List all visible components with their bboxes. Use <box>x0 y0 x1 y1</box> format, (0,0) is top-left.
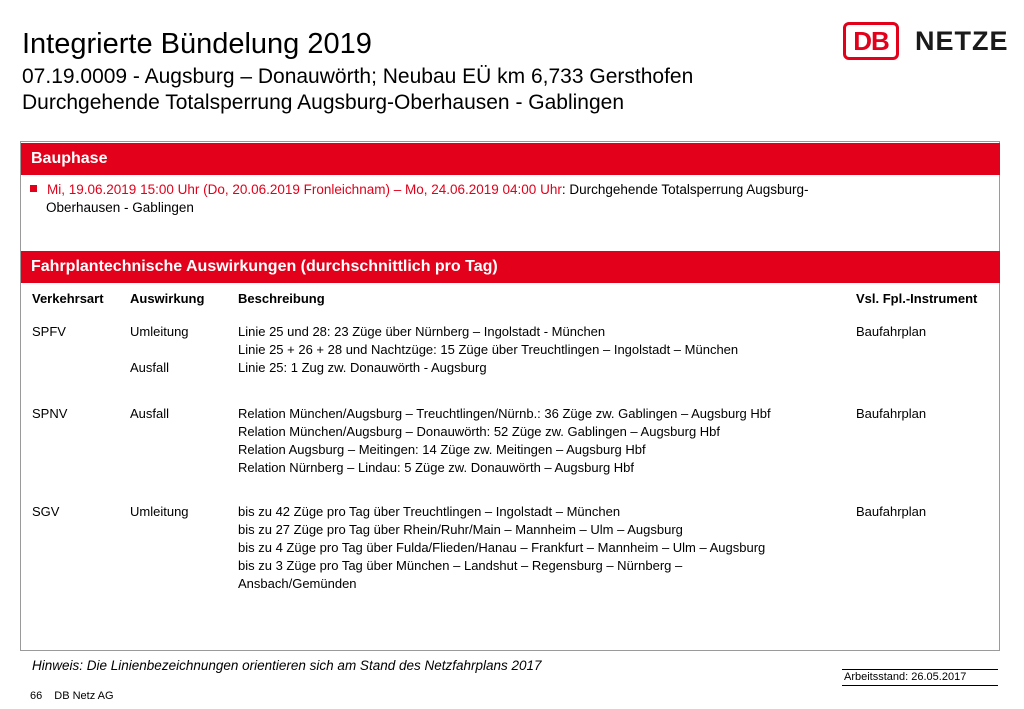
row-spfv-instrument: Baufahrplan <box>856 324 927 339</box>
row-spnv-auswirkung: Ausfall <box>130 406 170 421</box>
row-sgv-auswirkung: Umleitung <box>130 504 189 519</box>
bauphase-description: : Durchgehende Totalsperrung Augsburg- <box>561 182 809 197</box>
subtitle-line-1: 07.19.0009 - Augsburg – Donauwörth; Neubau EÜ km 6,733 Gersthofen <box>22 65 694 88</box>
row-spfv-auswirkung-umleitung: Umleitung <box>130 324 189 339</box>
description-line: Linie 25 und 28: 23 Züge über Nürnberg – Ingolstadt - München <box>238 324 606 339</box>
description-line: Linie 25: 1 Zug zw. Donauwörth - Augsburg <box>238 360 487 375</box>
db-logo-icon: DB <box>843 22 899 60</box>
hinweis-note: Hinweis: Die Linienbezeichnungen orientieren sich am Stand des Netzfahrplans 2017 <box>32 658 542 673</box>
subtitle-line-2: Durchgehende Totalsperrung Augsburg-Oberhausen - Gablingen <box>22 91 625 114</box>
bauphase-entry <box>30 181 970 217</box>
row-sgv-lines <box>238 503 765 593</box>
description-line: bis zu 42 Züge pro Tag über Treuchtlingen – Ingolstadt – München <box>238 504 621 519</box>
auswirkungen-heading: Fahrplantechnische Auswirkungen (durchschnittlich pro Tag) <box>21 251 1000 283</box>
row-sgv-instrument: Baufahrplan <box>856 504 927 519</box>
column-header-instrument: Vsl. Fpl.-Instrument <box>856 291 978 306</box>
row-spfv-ausfall-lines <box>238 359 487 377</box>
page-subtitle <box>22 64 822 116</box>
description-line: Relation Nürnberg – Lindau: 5 Züge zw. Donauwörth – Augsburg Hbf <box>238 460 635 475</box>
description-line: Linie 25 + 26 + 28 und Nachtzüge: 15 Züge über Treuchtlingen – Ingolstadt – München <box>238 342 739 357</box>
bauphase-date: Mi, 19.06.2019 15:00 Uhr (Do, 20.06.2019 Fronleichnam) – Mo, 24.06.2019 04:00 Uhr <box>47 182 562 197</box>
description-line: Relation München/Augsburg – Treuchtlingen/Nürnb.: 36 Züge zw. Gablingen – Augsburg Hbf <box>238 406 771 421</box>
page-number: 66 <box>30 690 43 702</box>
description-line: Ansbach/Gemünden <box>238 576 357 591</box>
row-sgv-verkehrsart: SGV <box>32 504 60 519</box>
row-spnv-instrument: Baufahrplan <box>856 406 927 421</box>
bullet-square-icon <box>30 185 37 192</box>
page-title: Integrierte Bündelung 2019 <box>22 28 372 60</box>
company-name: DB Netz AG <box>54 690 114 702</box>
footer <box>30 690 126 702</box>
row-spfv-umleitung-lines <box>238 323 738 359</box>
db-netze-logo <box>843 22 1009 60</box>
description-line: bis zu 3 Züge pro Tag über München – Landshut – Regensburg – Nürnberg – <box>238 558 683 573</box>
column-header-auswirkung: Auswirkung <box>130 291 205 306</box>
description-line: bis zu 27 Züge pro Tag über Rhein/Ruhr/Main – Mannheim – Ulm – Augsburg <box>238 522 683 537</box>
row-spnv-verkehrsart: SPNV <box>32 406 68 421</box>
row-spfv-verkehrsart: SPFV <box>32 324 66 339</box>
bauphase-heading: Bauphase <box>21 143 1000 175</box>
arbeitsstand-label: Arbeitsstand: 26.05.2017 <box>842 669 998 686</box>
netze-logo-text: NETZE <box>915 25 1009 56</box>
bauphase-description-cont: Oberhausen - Gablingen <box>46 200 194 215</box>
column-header-beschreibung: Beschreibung <box>238 291 325 306</box>
row-spnv-lines <box>238 405 771 477</box>
column-header-verkehrsart: Verkehrsart <box>32 291 104 306</box>
description-line: Relation München/Augsburg – Donauwörth: 52 Züge zw. Gablingen – Augsburg Hbf <box>238 424 721 439</box>
description-line: Relation Augsburg – Meitingen: 14 Züge zw. Meitingen – Augsburg Hbf <box>238 442 646 457</box>
row-spfv-auswirkung-ausfall: Ausfall <box>130 360 170 375</box>
description-line: bis zu 4 Züge pro Tag über Fulda/Flieden/Hanau – Frankfurt – Mannheim – Ulm – Augsburg <box>238 540 766 555</box>
